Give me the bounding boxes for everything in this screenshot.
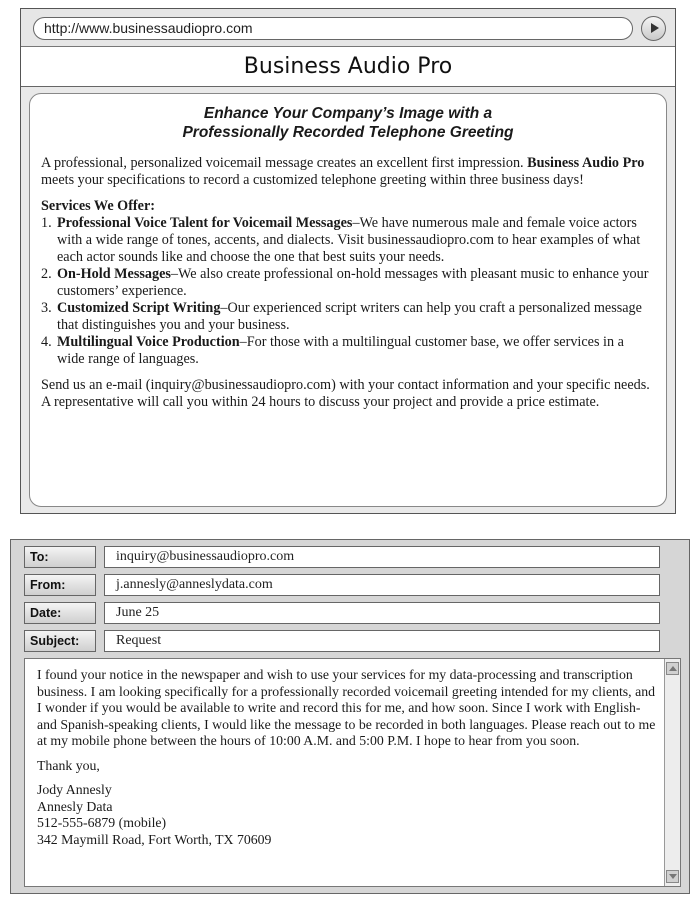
intro-text: A professional, personalized voicemail message creates an excellent first impression. xyxy=(41,155,524,171)
email-message: I found your notice in the newspaper and wish to use your services for my data-processing and transcription business. I am looking specifically for a professionally recorded voicemail greeting intended for my clients, and I wonder if you would be available to write and record this for me, and how soon. Since I work with English- and Spanish-speaking clients, I would like the message to be recorded in both languages. Please reach out to me at my mobile phone between the hours of 10:00 A.M. and 5:00 P.M. I hope to hear from you soon. xyxy=(37,667,656,748)
email-body[interactable] xyxy=(24,658,681,887)
subject-field[interactable]: Request xyxy=(104,630,660,652)
site-title: Business Audio Pro xyxy=(21,47,675,87)
signature-name: Jody Annesly xyxy=(37,782,112,797)
address-bar xyxy=(21,9,675,47)
subject-row xyxy=(24,630,672,652)
headline xyxy=(41,104,655,142)
service-description: –For those with a multilingual customer base, we offer services in a wide range of languages. xyxy=(57,334,624,367)
browser-window xyxy=(20,8,676,514)
to-field[interactable]: inquiry@businessaudiopro.com xyxy=(104,546,660,568)
to-label: To: xyxy=(24,546,96,568)
subject-label: Subject: xyxy=(24,630,96,652)
email-closing: Thank you, xyxy=(37,757,100,773)
intro-rest: meets your specifications to record a customized telephone greeting within three business days! xyxy=(41,172,584,188)
service-item xyxy=(41,215,655,266)
service-number: 4. xyxy=(41,334,52,350)
date-row xyxy=(24,602,672,624)
to-row xyxy=(24,546,672,568)
service-description: –We also create professional on-hold messages with pleasant music to enhance your customers’ experience. xyxy=(57,266,649,299)
service-title: Multilingual Voice Production xyxy=(57,334,240,350)
signature-address: 342 Maymill Road, Fort Worth, TX 70609 xyxy=(37,831,272,847)
scroll-down-button[interactable] xyxy=(666,870,679,883)
signature-company: Annesly Data xyxy=(37,798,113,814)
service-description: –Our experienced script writers can help you craft a personalized message that distinguishes you and your business. xyxy=(57,300,642,333)
services-title: Services We Offer: xyxy=(41,198,155,214)
date-label: Date: xyxy=(24,602,96,624)
content-panel xyxy=(29,93,667,507)
email-body-text xyxy=(25,659,680,848)
intro-brand: Business Audio Pro xyxy=(527,155,645,171)
from-row xyxy=(24,574,672,596)
play-arrow-icon xyxy=(651,23,659,33)
service-number: 2. xyxy=(41,266,52,282)
scrollbar[interactable] xyxy=(664,659,680,886)
headline-line-2: Professionally Recorded Telephone Greeting xyxy=(182,124,514,141)
intro-paragraph xyxy=(41,155,655,189)
date-field[interactable]: June 25 xyxy=(104,602,660,624)
service-number: 3. xyxy=(41,300,52,316)
service-number: 1. xyxy=(41,215,52,231)
signature-phone: 512-555-6879 (mobile) xyxy=(37,815,167,830)
from-label: From: xyxy=(24,574,96,596)
contact-paragraph: Send us an e-mail (inquiry@businessaudiopro.com) with your contact information and your specific needs. A representative will call you within 24 hours to discuss your project and provide a price estimate. xyxy=(41,377,650,410)
service-title: Professional Voice Talent for Voicemail Messages xyxy=(57,215,353,231)
from-field[interactable]: j.annesly@anneslydata.com xyxy=(104,574,660,596)
service-item xyxy=(41,334,655,368)
headline-line-1: Enhance Your Company’s Image with a xyxy=(203,105,493,122)
service-item xyxy=(41,266,655,300)
service-title: On-Hold Messages xyxy=(57,266,171,282)
services-list xyxy=(41,215,655,368)
arrow-down-icon xyxy=(669,874,677,879)
email-window xyxy=(10,539,690,894)
arrow-up-icon xyxy=(669,666,677,671)
service-title: Customized Script Writing xyxy=(57,300,221,316)
url-input[interactable]: http://www.businessaudiopro.com xyxy=(33,17,633,40)
scroll-up-button[interactable] xyxy=(666,662,679,675)
service-item xyxy=(41,300,655,334)
go-button[interactable] xyxy=(641,16,666,41)
service-description: –We have numerous male and female voice actors with a wide range of tones, accents, and dialects. Visit businessaudiopro.com to hear examples of what each actor sounds like and choose the one that best suits your needs. xyxy=(57,215,641,265)
